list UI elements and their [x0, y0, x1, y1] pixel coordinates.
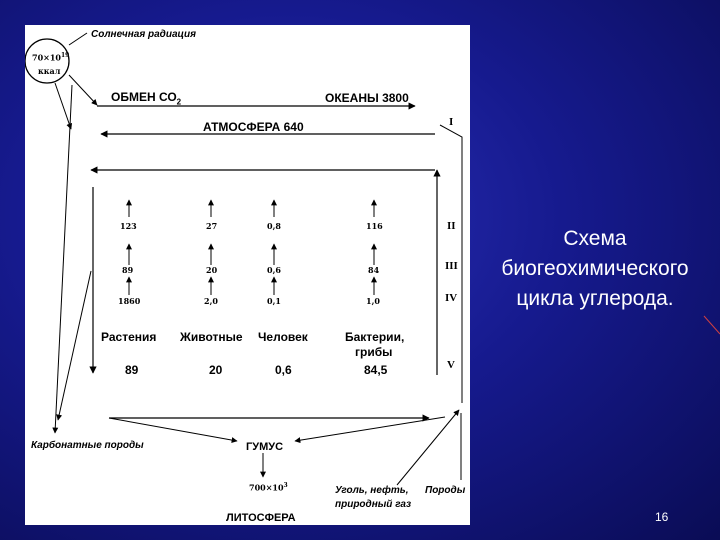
fossil-label-2: природный газ [335, 499, 412, 510]
level-label-v: V [447, 359, 455, 371]
bacteria-name-2: грибы [355, 345, 393, 359]
bacteria-row-ii: 116 [366, 221, 383, 231]
plants-row-iv: 1860 [118, 296, 141, 306]
oceans-label: ОКЕАНЫ 3800 [325, 91, 409, 105]
animals-row-iv: 2,0 [204, 296, 218, 306]
lithosphere-label: ЛИТОСФЕРА [226, 512, 296, 524]
biosphere-carbonate-arrow [58, 271, 91, 420]
fossil-arrow [397, 410, 459, 485]
solar-radiation-label: Солнечная радиация [91, 29, 196, 40]
human-row-ii: 0,8 [267, 221, 281, 231]
animals-row-iii: 20 [206, 265, 218, 275]
human-row-iv: 0,1 [267, 296, 281, 306]
exchange-label: ОБМЕН $СО_2$ [111, 90, 182, 107]
carbon-cycle-diagram [25, 25, 470, 525]
plants-row-iii: 89 [122, 265, 134, 275]
slide-number: 16 [655, 510, 669, 524]
level-label-i: I [449, 116, 454, 128]
atmosphere-label: АТМОСФЕРА 640 [203, 120, 304, 134]
animals-total: 20 [209, 363, 223, 377]
level-label-ii: II [447, 220, 456, 232]
animals-row-ii: 27 [206, 221, 218, 231]
column-arrows [129, 200, 374, 295]
level-label-iv: IV [445, 292, 458, 304]
humus-left-line [109, 418, 237, 441]
bacteria-row-iv: 1,0 [366, 296, 380, 306]
level-label-iii: III [445, 260, 458, 272]
bacteria-row-iii: 84 [368, 265, 380, 275]
bacteria-name: Бактерии, [345, 330, 405, 344]
carbonate-arrow [55, 85, 72, 433]
sun-ray [69, 75, 97, 105]
bacteria-total: 84,5 [364, 363, 388, 377]
slide-caption: Схема биогеохимического цикла углерода. [501, 227, 689, 310]
sun-ray [69, 33, 87, 45]
fossil-label-1: Уголь, нефть, [335, 485, 409, 496]
human-total: 0,6 [275, 363, 292, 377]
sun-ray [55, 83, 71, 129]
plants-name: Растения [101, 330, 157, 344]
animals-name: Животные [180, 330, 243, 344]
sun-unit: ккал [38, 66, 61, 76]
humus-label: ГУМУС [246, 441, 284, 453]
human-name: Человек [258, 330, 308, 344]
plants-row-ii: 123 [120, 221, 137, 231]
plants-total: 89 [125, 363, 139, 377]
human-row-iii: 0,6 [267, 265, 281, 275]
carbonate-label: Карбонатные породы [31, 440, 144, 451]
rocks-label: Породы [425, 485, 466, 496]
humus-value: $700\times 10^3$ [249, 482, 288, 493]
sun-value: $70\times 10^{19}$ [32, 52, 70, 63]
humus-right-line [295, 417, 445, 441]
